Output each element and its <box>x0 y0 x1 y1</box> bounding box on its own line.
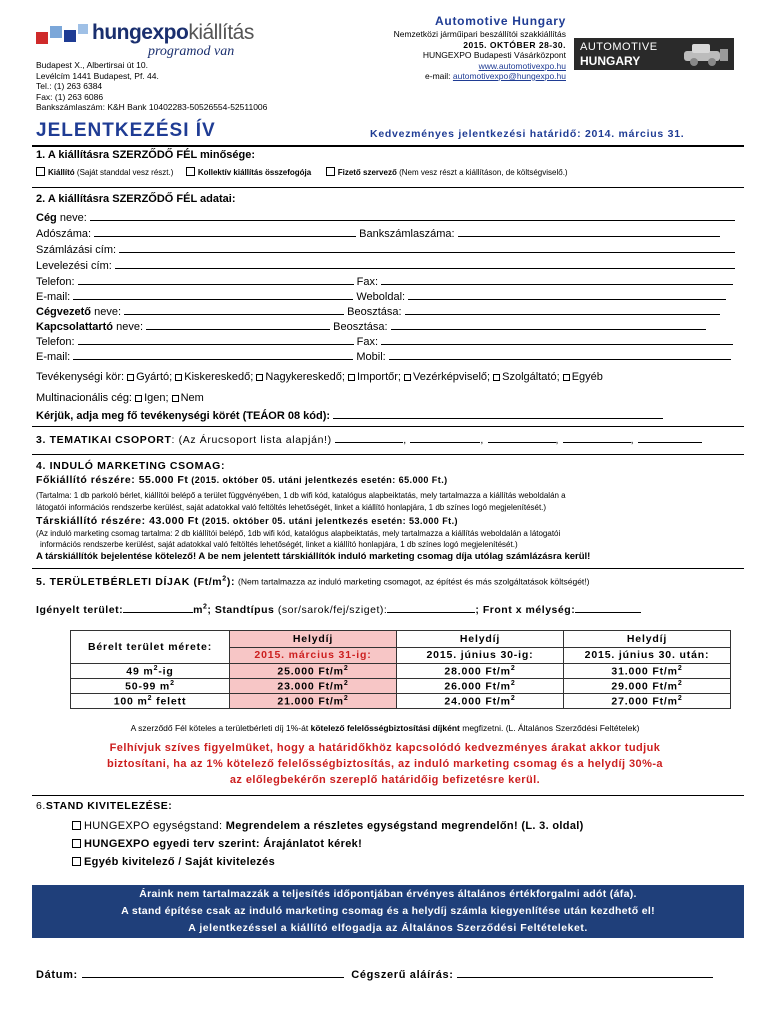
ceo-row: Cégvezető neve: Beosztása: <box>36 304 720 318</box>
multinational-yes[interactable]: Igen; <box>135 392 168 404</box>
theme-group-field-5[interactable] <box>638 432 702 443</box>
activity-egyeb[interactable]: Egyéb <box>563 371 603 383</box>
contact-fax-field[interactable] <box>381 334 733 345</box>
stand-type-field[interactable] <box>387 602 475 613</box>
multinational-row: Multinacionális cég: Igen; Nem <box>36 392 204 404</box>
activity-szolgaltato[interactable]: Szolgáltató; <box>493 371 559 383</box>
contractor-type-options <box>36 167 568 177</box>
requested-area-field[interactable] <box>123 602 193 613</box>
signature-row: Dátum: Cégszerű aláírás: <box>36 967 713 981</box>
table-row: 49 $m^2-ig$ 25.000 $Ft/m^2$ 28.000 $Ft/m^2$ 31.000 $Ft/m^2$ <box>71 664 731 679</box>
main-exhibitor-price: Főkiállító részére: 55.000 Ft (2015. október 05. utáni jelentkezés esetén: 65.000 Ft.) <box>36 474 448 486</box>
table-corner-cell: Bérelt terület mérete: <box>71 631 230 664</box>
checkbox-egyeb[interactable] <box>563 374 570 381</box>
stand-option-unit[interactable]: HUNGEXPO egységstand: Megrendelem a részletes egységstand megrendelőn! (L. 3. oldal) <box>72 820 584 832</box>
checkbox-kiallito[interactable] <box>36 167 45 176</box>
fee-header-1-top: Helydíj <box>230 631 397 648</box>
company-name-field[interactable] <box>90 210 735 221</box>
event-web-link[interactable]: www.automotivexpo.hu <box>478 60 566 71</box>
area-request-row: Igényelt terület: $m^2$; Standtípus (sor/sarok/fej/sziget): ; Front x mélység: <box>36 602 641 616</box>
activity-vezerkepviselo[interactable]: Vezérképviselő; <box>404 371 490 383</box>
contact-mobile-field[interactable] <box>389 349 731 360</box>
checkbox-gyarto[interactable] <box>127 374 134 381</box>
co-exhibitor-price: Társkiállító részére: 43.000 Ft (2015. október 05. utáni jelentkezés esetén: 53.000 Ft.) <box>36 515 458 527</box>
main-package-desc: (Tartalma: 1 db parkoló bérlet, kiállítói belépő a terület függvényében, 1 db wifi kód, katalógus alapbeiktatás, mely tartalmazza a kiállítás weboldalán a látogatói információs rendszerbe kerülést, saját adatokkal való feltöltés lehetőségét, linket a kiállító honlapjára, 1 db színes logó megjelenítését.) <box>36 491 566 512</box>
option-fizeto-szervezo[interactable]: Fizető szervező (Nem vesz részt a kiállításon, de költségviselő.) <box>326 168 568 177</box>
co-package-desc: (Az induló marketing csomag tartalma: 2 db kiállítói belépő, 1db wifi kód, katalógus alapbeiktatás, mely tartalmazza a kiállítás weboldalán a látogatói információs rendszerbe kerülést, saját adatokkal való feltöltés lehetőségét, linket a kiállító honlapjára, 1 db színes logó megjelenítését.) <box>36 529 561 549</box>
contact-email-mobile-row: E-mail: Mobil: <box>36 349 731 363</box>
logo-tagline: programod van <box>148 44 235 59</box>
checkbox-custom-stand[interactable] <box>72 839 81 848</box>
checkbox-unit-stand[interactable] <box>72 821 81 830</box>
bank-account-field[interactable] <box>458 226 720 237</box>
checkbox-importor[interactable] <box>348 374 355 381</box>
contact-name-field[interactable] <box>146 319 330 330</box>
logo-squares-icon <box>36 22 92 48</box>
contact-person-row: Kapcsolattartó neve: Beosztása: <box>36 319 706 333</box>
section5-heading-row: 5. TERÜLETBÉRLETI DÍJAK $(Ft/m^2)$: (Nem tartalmazza az induló marketing csomagot, az építést és más szolgáltatások költségét!) <box>36 575 590 588</box>
billing-address-row: Számlázási cím: <box>36 242 735 256</box>
checkbox-kollektiv[interactable] <box>186 167 195 176</box>
section1-heading: 1. A kiállításra SZERZŐDŐ FÉL minősége: <box>36 149 256 161</box>
contact-email-field[interactable] <box>73 349 353 360</box>
fee-header-2-bottom: 2015. június 30-ig: <box>397 647 564 664</box>
stand-option-custom[interactable]: HUNGEXPO egyedi terv szerint: Árajánlatot kérek! <box>72 838 362 850</box>
fee-header-2-top: Helydíj <box>397 631 564 648</box>
section6-heading: 6.STAND KIVITELEZÉSE: <box>36 800 173 812</box>
email-field[interactable] <box>73 289 353 300</box>
checkbox-szolgaltato[interactable] <box>493 374 500 381</box>
contact-phone-field[interactable] <box>78 334 354 345</box>
checkbox-multinational-no[interactable] <box>172 395 179 402</box>
teaor-code-field[interactable] <box>333 408 663 419</box>
event-email-link[interactable]: automotivexpo@hungexpo.hu <box>452 71 566 81</box>
fee-header-3-top: Helydíj <box>564 631 731 648</box>
theme-group-field-2[interactable] <box>410 432 480 443</box>
website-field[interactable] <box>408 289 726 300</box>
automotive-hungary-badge: AUTOMOTIVE HUNGARY <box>574 38 734 70</box>
contact-position-field[interactable] <box>391 319 706 330</box>
section4-heading: 4. INDULÓ MARKETING CSOMAG: <box>36 460 226 472</box>
page-title: JELENTKEZÉSI ÍV <box>36 120 216 141</box>
activity-kiskereskedo[interactable]: Kiskereskedő; <box>175 371 253 383</box>
activity-row: Tevékenységi kör: Gyártó; Kiskereskedő; Nagykereskedő; Importőr; Vezérképviselő; Szolgáltató; Egyéb <box>36 371 603 383</box>
deadline-alert: Felhívjuk szíves figyelmüket, hogy a határidőkhöz kapcsolódó kedvezményes árakat akkor tudjuk biztosítani, ha az 1% kötelező felelősségbiztosítás, az induló marketing csomag és a helydíj 30%-a az előlegbekérőn szereplő határidőig befizetésre kerül. <box>107 742 663 786</box>
mailing-address-field[interactable] <box>115 258 735 269</box>
checkbox-nagykereskedo[interactable] <box>256 374 263 381</box>
mailing-address-row: Levelezési cím: <box>36 258 735 272</box>
contact-phone-fax-row: Telefon: Fax: <box>36 334 733 348</box>
activity-nagykereskedo[interactable]: Nagykereskedő; <box>256 371 345 383</box>
section3-heading: 3. TEMATIKAI CSOPORT <box>36 434 172 446</box>
section5-heading: 5. TERÜLETBÉRLETI DÍJAK $(Ft/m^2)$: <box>36 575 236 588</box>
option-kiallito[interactable]: Kiállító (Saját standdal vesz részt.) <box>36 168 173 177</box>
logo-suffix: kiállítás <box>188 21 254 44</box>
date-field[interactable] <box>82 967 344 978</box>
email-web-row: E-mail: Weboldal: <box>36 289 726 303</box>
fax-field[interactable] <box>381 274 733 285</box>
hungexpo-logo <box>36 14 266 58</box>
signature-field[interactable] <box>457 967 713 978</box>
phone-fax-row: Telefon: Fax: <box>36 274 733 288</box>
fee-header-3-bottom: 2015. június 30. után: <box>564 647 731 664</box>
terms-banner: Áraink nem tartalmazzák a teljesítés időpontjában érvényes általános értékforgalmi adót (áfa). A stand építése csak az induló marketing csomag és a helydíj számla kiegyenlítése után kezdhető el! A jelentkezéssel a kiállító elfogadja az Általános Szerződési Feltételeket. <box>32 885 744 938</box>
multinational-no[interactable]: Nem <box>172 392 204 404</box>
section2-heading: 2. A kiállításra SZERZŐDŐ FÉL adatai: <box>36 193 236 205</box>
option-kollektiv[interactable]: Kollektív kiállítás összefogója <box>186 168 311 177</box>
table-row: 100 $m^2$ felett 21.000 $Ft/m^2$ 24.000 $Ft/m^2$ 27.000 $Ft/m^2$ <box>71 694 731 709</box>
theme-group-field-1[interactable] <box>335 432 403 443</box>
checkbox-vezerkepviselo[interactable] <box>404 374 411 381</box>
co-exhibitor-warning: A társkiállítók bejelentése kötelező! A be nem jelentett társkiállítók induló marketing csomag díja utólag számlázásra kerül! <box>36 551 591 562</box>
rental-fee-table <box>70 630 731 709</box>
teaor-row: Kérjük, adja meg fő tevékenységi körét (TEÁOR 08 kód): <box>36 408 663 422</box>
checkbox-multinational-yes[interactable] <box>135 395 142 402</box>
company-name-row: Cég neve: <box>36 210 735 224</box>
theme-group-field-3[interactable] <box>488 432 556 443</box>
checkbox-kiskereskedo[interactable] <box>175 374 182 381</box>
logo-name: hungexpo <box>92 21 189 44</box>
tax-number-field[interactable] <box>94 226 356 237</box>
ceo-name-field[interactable] <box>124 304 344 315</box>
checkbox-fizeto-szervezo[interactable] <box>326 167 335 176</box>
section3-row: 3. TEMATIKAI CSOPORT: (Az Árucsoport lista alapján!) , , , , <box>36 432 702 446</box>
fee-header-1-bottom: 2015. március 31-ig: <box>230 647 397 664</box>
front-depth-field[interactable] <box>575 602 641 613</box>
event-info: Automotive Hungary Nemzetközi járműipari beszállítói szakkiállítás 2015. OKTÓBER 28-30. HUNGEXPO Budapesti Vásárközpont www.automotivexpo.hu e-mail: automotivexpo@hungexpo.hu <box>330 14 566 82</box>
billing-address-field[interactable] <box>119 242 735 253</box>
event-title: Automotive Hungary <box>435 14 566 28</box>
theme-group-field-4[interactable] <box>563 432 631 443</box>
vehicle-parts-icon <box>682 41 730 67</box>
activity-gyarto[interactable]: Gyártó; <box>127 371 172 383</box>
phone-field[interactable] <box>78 274 354 285</box>
tax-bank-row: Adószáma: Bankszámlaszáma: <box>36 226 720 240</box>
insurance-note: A szerződő Fél köteles a területbérleti díj 1%-át kötelező felelősségbiztosítási díjként megfizetni. (L. Általános Szerződési Feltételek) <box>130 723 640 733</box>
checkbox-other-builder[interactable] <box>72 857 81 866</box>
stand-option-other[interactable]: Egyéb kivitelező / Saját kivitelezés <box>72 856 275 868</box>
organizer-address: Budapest X., Albertirsai út 10. Levélcím 1441 Budapest, Pf. 44. Tel.: (1) 263 6384 Fax: (1) 263 6086 Bankszámlaszám: K&H Bank 10402283-50526554-52511006 <box>36 60 268 112</box>
ceo-position-field[interactable] <box>405 304 720 315</box>
activity-importor[interactable]: Importőr; <box>348 371 401 383</box>
deadline-text: Kedvezményes jelentkezési határidő: 2014. március 31. <box>370 128 685 140</box>
table-row: 50-99 $m^2$ 23.000 $Ft/m^2$ 26.000 $Ft/m^2$ 29.000 $Ft/m^2$ <box>71 679 731 694</box>
